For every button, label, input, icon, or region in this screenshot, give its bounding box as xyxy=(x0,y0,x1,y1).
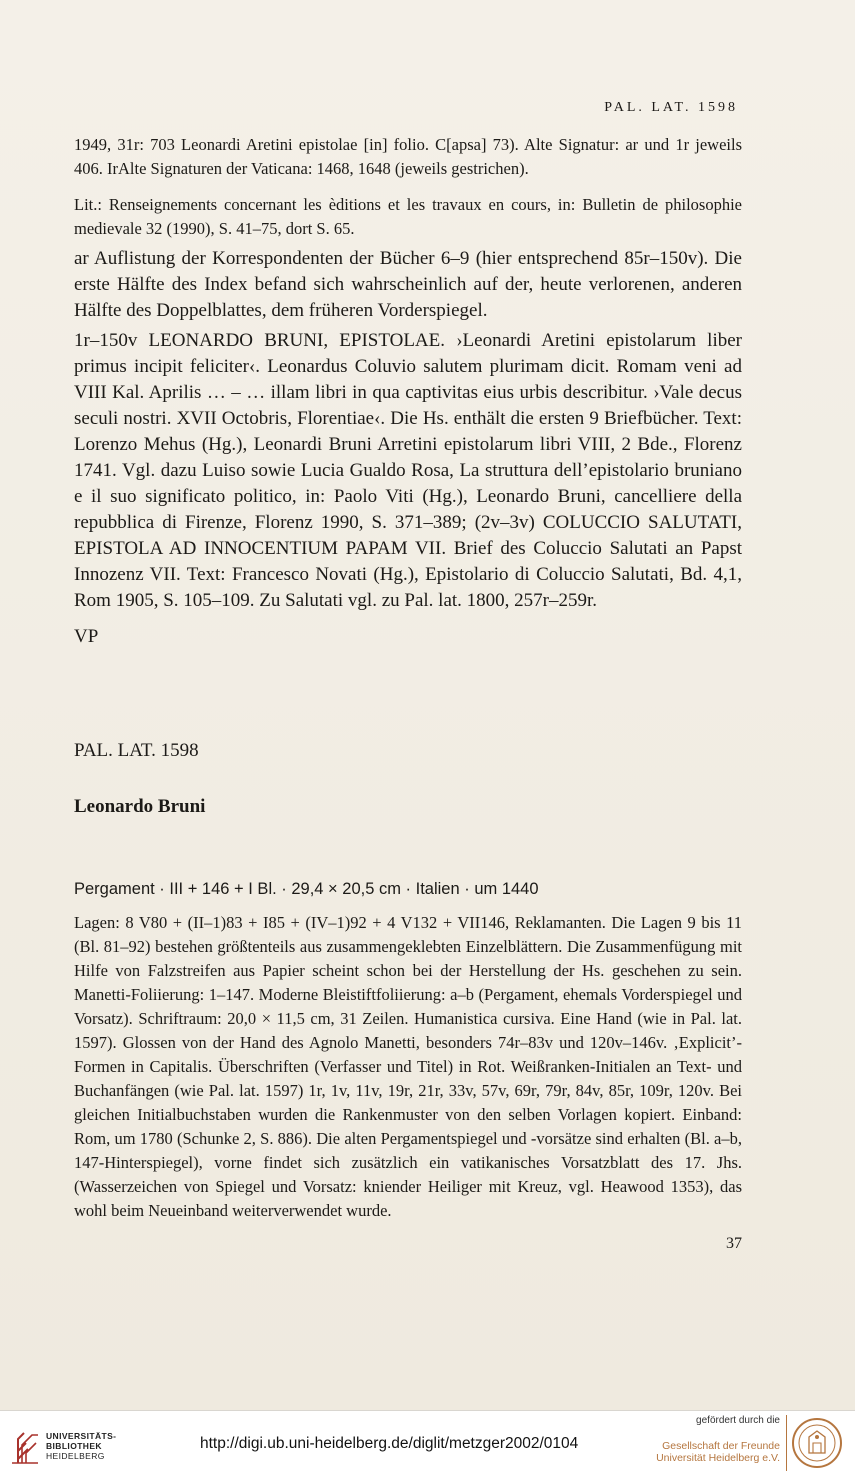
page-number: 37 xyxy=(726,1235,742,1252)
index-paragraph: ar Auflistung der Korrespondenten der Bücher 6–9 (hier entsprechend 85r–150v). Die erste Hälfte des Index befand sich wahrscheinlich auf der, heute verlorenen, anderen Hälfte des Doppelblattes, dem früheren Vorderspiegel. xyxy=(74,248,742,321)
permalink-url[interactable]: http://digi.ub.uni-heidelberg.de/diglit/metzger2002/0104 xyxy=(200,1435,579,1452)
codicology-paragraph: Lagen: 8 V80 + (II–1)83 + I85 + (IV–1)92 + 4 V132 + VII146, Reklamanten. Die Lagen 9 bis 11 (Bl. 81–92) bestehen größtenteils aus zusammengeklebten Einzelblättern. Die Zusammenfügung mit Hilfe von Falzstreifen aus Papier scheint schon bei der Herstellung der Hs. geschehen zu sein. Manetti-Foliierung: 1–147. Moderne Bleistiftfoliierung: a–b (Pergament, ehemals Vorderspiegel und Vorsatz). Schriftraum: 20,0 × 11,5 cm, 31 Zeilen. Humanistica cursiva. Eine Hand (wie in Pal. lat. 1597). Glossen von der Hand des Agnolo Manetti, besonders 74r–83v und 120v–146v. ‚Explicit’-Formen in Capitalis. Überschriften (Verfasser und Titel) in Rot. Weißranken-Initialen an Text- und Buchanfängen (wie Pal. lat. 1597) 1r, 1v, 11v, 19r, 21r, 33v, 57v, 69r, 79r, 84v, 85r, 109r, 120v. Bei gleichen Initialbuchstaben wurden die Rankenmuster von den selben Vorlagen kopiert. Einband: Rom, um 1780 (Schunke 2, S. 886). Die alten Pergamentspiegel und -vorsätze sind erhalten (Bl. a–b, 147-Hinterspiegel), vorne findet sich zusätzlich ein vatikanisches Vorsatzblatt des 17. Jhs. (Wasserzeichen von Spiegel und Vorsatz: kniender Heiliger mit Kreuz, vgl. Heawood 1353), das wohl beim Neueinband weiterverwendet wurde. xyxy=(74,913,742,1220)
manuscript-author-heading: Leonardo Bruni xyxy=(74,796,206,817)
sponsor-divider xyxy=(786,1415,787,1471)
footer-bar xyxy=(0,1410,855,1475)
running-head: PAL. LAT. 1598 xyxy=(604,100,738,115)
literature-paragraph: Lit.: Renseignements concernant les èditions et les travaux en cours, in: Bulletin de philosophie medievale 32 (1990), S. 41–75, dort S. 65. xyxy=(74,195,742,238)
contents-paragraph: 1r–150v LEONARDO BRUNI, EPISTOLAE. ›Leonardi Aretini epistolarum liber primus incipit feliciter‹. Leonardus Coluvio salutem plurimam dicit. Romam veni ad VIII Kal. Aprilis … – … illam libri in qua captivitas eius urbis describitur. ›Vale decus seculi nostri. XVII Octobris, Florentiae‹. Die Hs. enthält die ersten 9 Briefbücher. Text: Lorenzo Mehus (Hg.), Leonardi Bruni Arretini epistolarum libri VIII, 2 Bde., Florenz 1741. Vgl. dazu Luiso sowie Lucia Gualdo Rosa, La struttura dell’epistolario bruniano e il suo significato politico, in: Paolo Viti (Hg.), Leonardo Bruni, cancelliere della repubblica di Firenze, Florenz 1990, S. 371–389; (2v–3v) COLUCCIO SALUTATI, EPISTOLA AD INNOCENTIUM PAPAM VII. Brief des Coluccio Salutati an Papst Innozenz VII. Text: Francesco Novati (Hg.), Epistolario di Coluccio Salutati, Bd. 4,1, Rom 1905, S. 105–109. Zu Salutati vgl. zu Pal. lat. 1800, 257r–259r. xyxy=(74,330,742,611)
university-library-name[interactable]: UNIVERSITÄTS- BIBLIOTHEK HEIDELBERG xyxy=(46,1431,117,1461)
provenance-paragraph: 1949, 31r: 703 Leonardi Aretini epistolae [in] folio. C[apsa] 73). Alte Signatur: ar und 1r jeweils 406. IrAlte Signaturen der Vaticana: 1468, 1648 (jeweils gestrichen). xyxy=(74,135,742,178)
author-initials: VP xyxy=(74,626,99,647)
university-seal-icon xyxy=(791,1417,843,1469)
shelfmark-heading: PAL. LAT. 1598 xyxy=(74,740,199,761)
sponsor-credit[interactable]: gefördert durch die Gesellschaft der Freunde Universität Heidelberg e.V. xyxy=(656,1415,780,1464)
physical-description: Pergament · III + 146 + I Bl. · 29,4 × 20,5 cm · Italien · um 1440 xyxy=(74,880,539,898)
university-library-logo-icon[interactable] xyxy=(10,1429,40,1465)
